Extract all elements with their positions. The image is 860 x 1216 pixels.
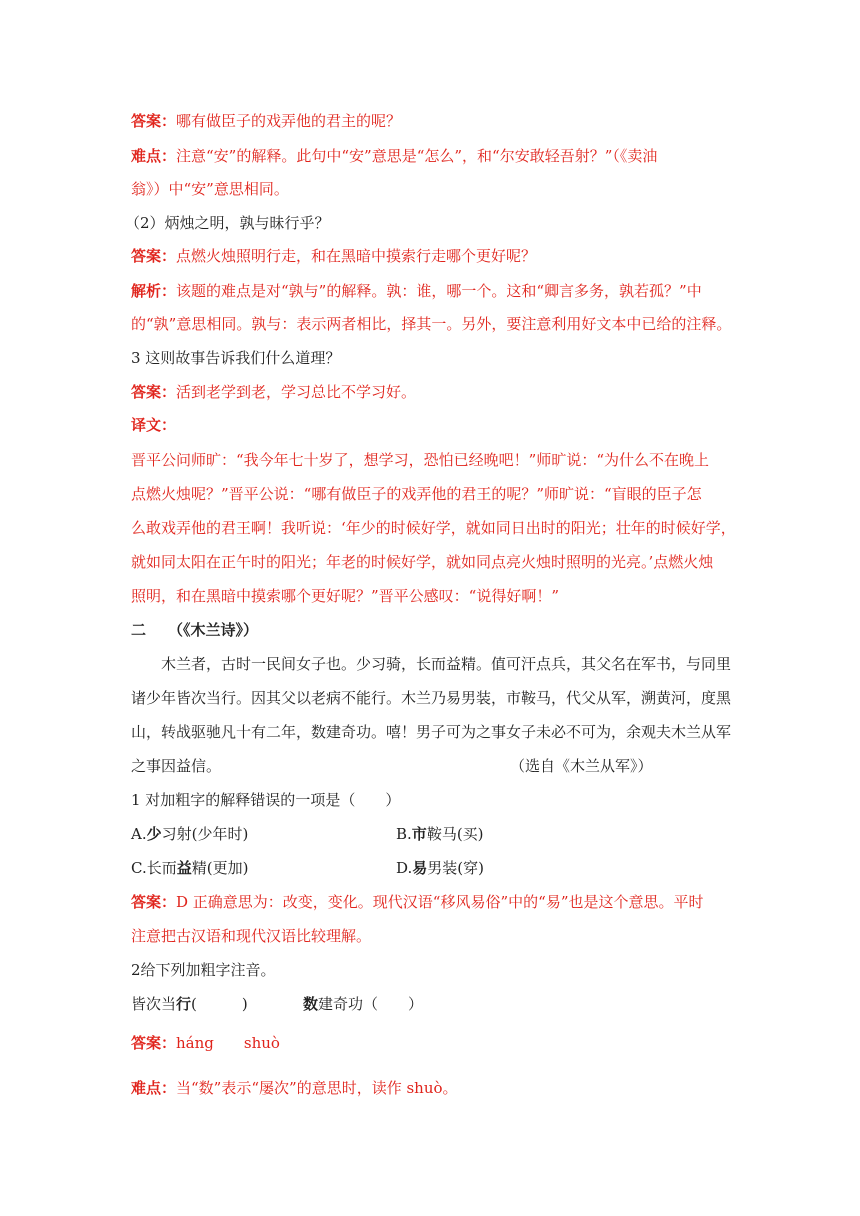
options-row-2 [131, 858, 731, 878]
option-a: A.少习射(少年时) [131, 825, 249, 843]
passage-line-3: 山，转战驱驰凡十有二年，数建奇功。嘻！男子可为之事女子未必不可为，余观夫木兰从军 [131, 723, 732, 741]
pinyin-items [131, 994, 731, 1014]
translation-line-4: 就如同太阳在正午时的阳光；年老的时候好学，就如同点亮火烛时照明的光亮。’点燃火烛 [131, 553, 714, 571]
passage-source: （选自《木兰从军》） [510, 757, 653, 775]
pinyin-item-b: 数建奇功（ ） [303, 995, 424, 1013]
options-row-1 [131, 824, 731, 844]
option-c: C.长而益精(更加) [131, 859, 249, 877]
section-2-heading: 二 （《木兰诗》） [131, 621, 259, 639]
pinyin-item-a: 皆次当行( ) [131, 995, 248, 1013]
option-b: B.市鞍马(买) [396, 825, 484, 843]
answer-line-1: 答案：哪有做臣子的戏弄他的君主的呢？ [131, 112, 402, 130]
difficulty-line-1b: 翁》）中“安”意思相同。 [131, 180, 289, 198]
passage-line-2: 诸少年皆次当行。因其父以老病不能行。木兰乃易男装，市鞍马，代父从军，溯黄河，度黑 [131, 689, 732, 707]
passage-line-1: 木兰者，古时一民间女子也。少习骑，长而益精。值可汗点兵，其父名在军书，与同里 [161, 655, 732, 673]
question-s2-1: 1 对加粗字的解释错误的一项是（ ） [131, 791, 401, 809]
passage-line-4: 之事因益信。 （选自《木兰从军》） [131, 757, 653, 775]
analysis-line-1: 解析：该题的难点是对“孰与”的解释。孰：谁，哪一个。这和“卿言多务，孰若孤？”中 [131, 282, 702, 300]
translation-line-1: 晋平公问师旷：“我今年七十岁了，想学习，恐怕已经晚吧！”师旷说：“为什么不在晚上 [131, 451, 710, 469]
answer-line-3: 答案：活到老学到老，学习总比不学习好。 [131, 383, 417, 401]
translation-line-5: 照明，和在黑暗中摸索哪个更好呢？”晋平公感叹：“说得好啊！” [131, 587, 560, 605]
question-2: （2）炳烛之明，孰与昧行乎？ [125, 214, 330, 232]
analysis-line-2: 的“孰”意思相同。孰与：表示两者相比，择其一。另外，要注意利用好文本中已给的注释。 [131, 315, 732, 333]
translation-line-2: 点燃火烛呢？”晋平公说：“哪有做臣子的戏弄他的君王的呢？”师旷说：“盲眼的臣子怎 [131, 485, 702, 503]
translation-line-3: 么敢戏弄他的君王啊！我听说：‘年少的时候好学，就如同日出时的阳光；壮年的时候好学， [131, 519, 736, 537]
answer-s2-1: 答案：D 正确意思为：改变，变化。现代汉语“移风易俗”中的“易”也是这个意思。平时 [131, 893, 704, 911]
answer-s2-1b: 注意把古汉语和现代汉语比较理解。 [131, 927, 372, 945]
answer-s2-2: 答案：háng shuò [131, 1034, 280, 1052]
question-s2-2: 2给下列加粗字注音。 [131, 961, 276, 979]
translation-label: 译文： [131, 416, 177, 434]
difficulty-line-1: 难点：注意“安”的解释。此句中“安”意思是“怎么”，和“尔安敢轻吾射？”（《卖油 [131, 147, 658, 165]
answer-line-2: 答案：点燃火烛照明行走，和在黑暗中摸索行走哪个更好呢？ [131, 247, 537, 265]
difficulty-s2-2: 难点：当“数”表示“屡次”的意思时，读作 shuò。 [131, 1079, 458, 1097]
question-3: 3 这则故事告诉我们什么道理？ [131, 349, 341, 367]
option-d: D.易男装(穿) [396, 859, 484, 877]
